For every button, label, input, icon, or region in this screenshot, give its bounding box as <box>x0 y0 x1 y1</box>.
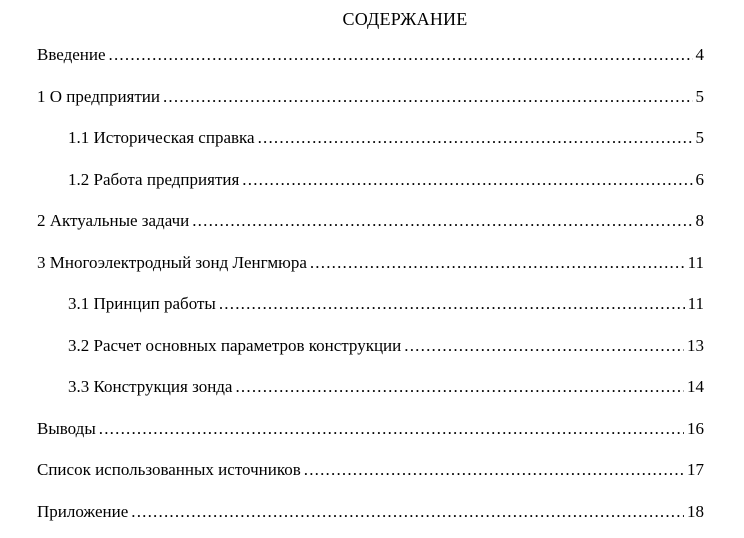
toc-page-number: 18 <box>687 502 704 521</box>
toc-dot-leader <box>131 501 684 523</box>
toc-entry-label: 3.1 Принцип работы <box>68 294 216 313</box>
toc-dot-leader <box>304 459 684 481</box>
toc-dot-leader <box>235 376 684 398</box>
toc-entry-conclusions[interactable] <box>37 418 704 440</box>
toc-entry-current-tasks[interactable] <box>37 210 704 232</box>
toc-page-number: 17 <box>687 460 704 479</box>
toc-entry-label: Выводы <box>37 419 96 438</box>
toc-page-number: 4 <box>695 45 704 64</box>
toc-entry-enterprise-work[interactable] <box>68 169 704 191</box>
toc-dot-leader <box>310 252 685 274</box>
toc-entry-label: 3.3 Конструкция зонда <box>68 377 233 396</box>
toc-entry-label: 1.2 Работа предприятия <box>68 170 240 189</box>
toc-entry-about-enterprise[interactable] <box>37 86 704 108</box>
toc-dot-leader <box>163 86 693 108</box>
toc-entry-design-calculation[interactable] <box>68 335 704 357</box>
toc-dot-leader <box>258 127 693 149</box>
toc-page-number: 5 <box>695 87 704 106</box>
toc-entry-appendix[interactable] <box>37 501 704 523</box>
toc-entry-langmuir-probe[interactable] <box>37 252 704 274</box>
toc-entry-label: 1 О предприятии <box>37 87 160 106</box>
toc-dot-leader <box>242 169 692 191</box>
toc-page-number: 13 <box>687 336 704 355</box>
toc-entry-probe-design[interactable] <box>68 376 704 398</box>
toc-dot-leader <box>192 210 692 232</box>
toc-entry-label: Приложение <box>37 502 129 521</box>
toc-entry-label: Список использованных источников <box>37 460 301 479</box>
toc-entry-introduction[interactable] <box>37 44 704 66</box>
toc-entry-label: Введение <box>37 45 106 64</box>
toc-title: СОДЕРЖАНИЕ <box>342 9 468 29</box>
toc-entry-label: 1.1 Историческая справка <box>68 128 255 147</box>
toc-dot-leader <box>99 418 684 440</box>
toc-dot-leader <box>404 335 684 357</box>
toc-entry-historical-note[interactable] <box>68 127 704 149</box>
toc-entry-operating-principle[interactable] <box>68 293 704 315</box>
toc-dot-leader <box>219 293 685 315</box>
toc-entry-label: 3 Многоэлектродный зонд Ленгмюра <box>37 253 307 272</box>
toc-page-number: 11 <box>687 294 704 313</box>
toc-page-number: 5 <box>695 128 704 147</box>
toc-page-number: 11 <box>687 253 704 272</box>
toc-page-number: 14 <box>687 377 704 396</box>
toc-page-number: 16 <box>687 419 704 438</box>
toc-entry-label: 2 Актуальные задачи <box>37 211 190 230</box>
toc-entry-references[interactable] <box>37 459 704 481</box>
toc-page-number: 8 <box>695 211 704 230</box>
toc-entry-label: 3.2 Расчет основных параметров конструкции <box>68 336 402 355</box>
toc-page-number: 6 <box>695 170 704 189</box>
toc-dot-leader <box>109 44 693 66</box>
